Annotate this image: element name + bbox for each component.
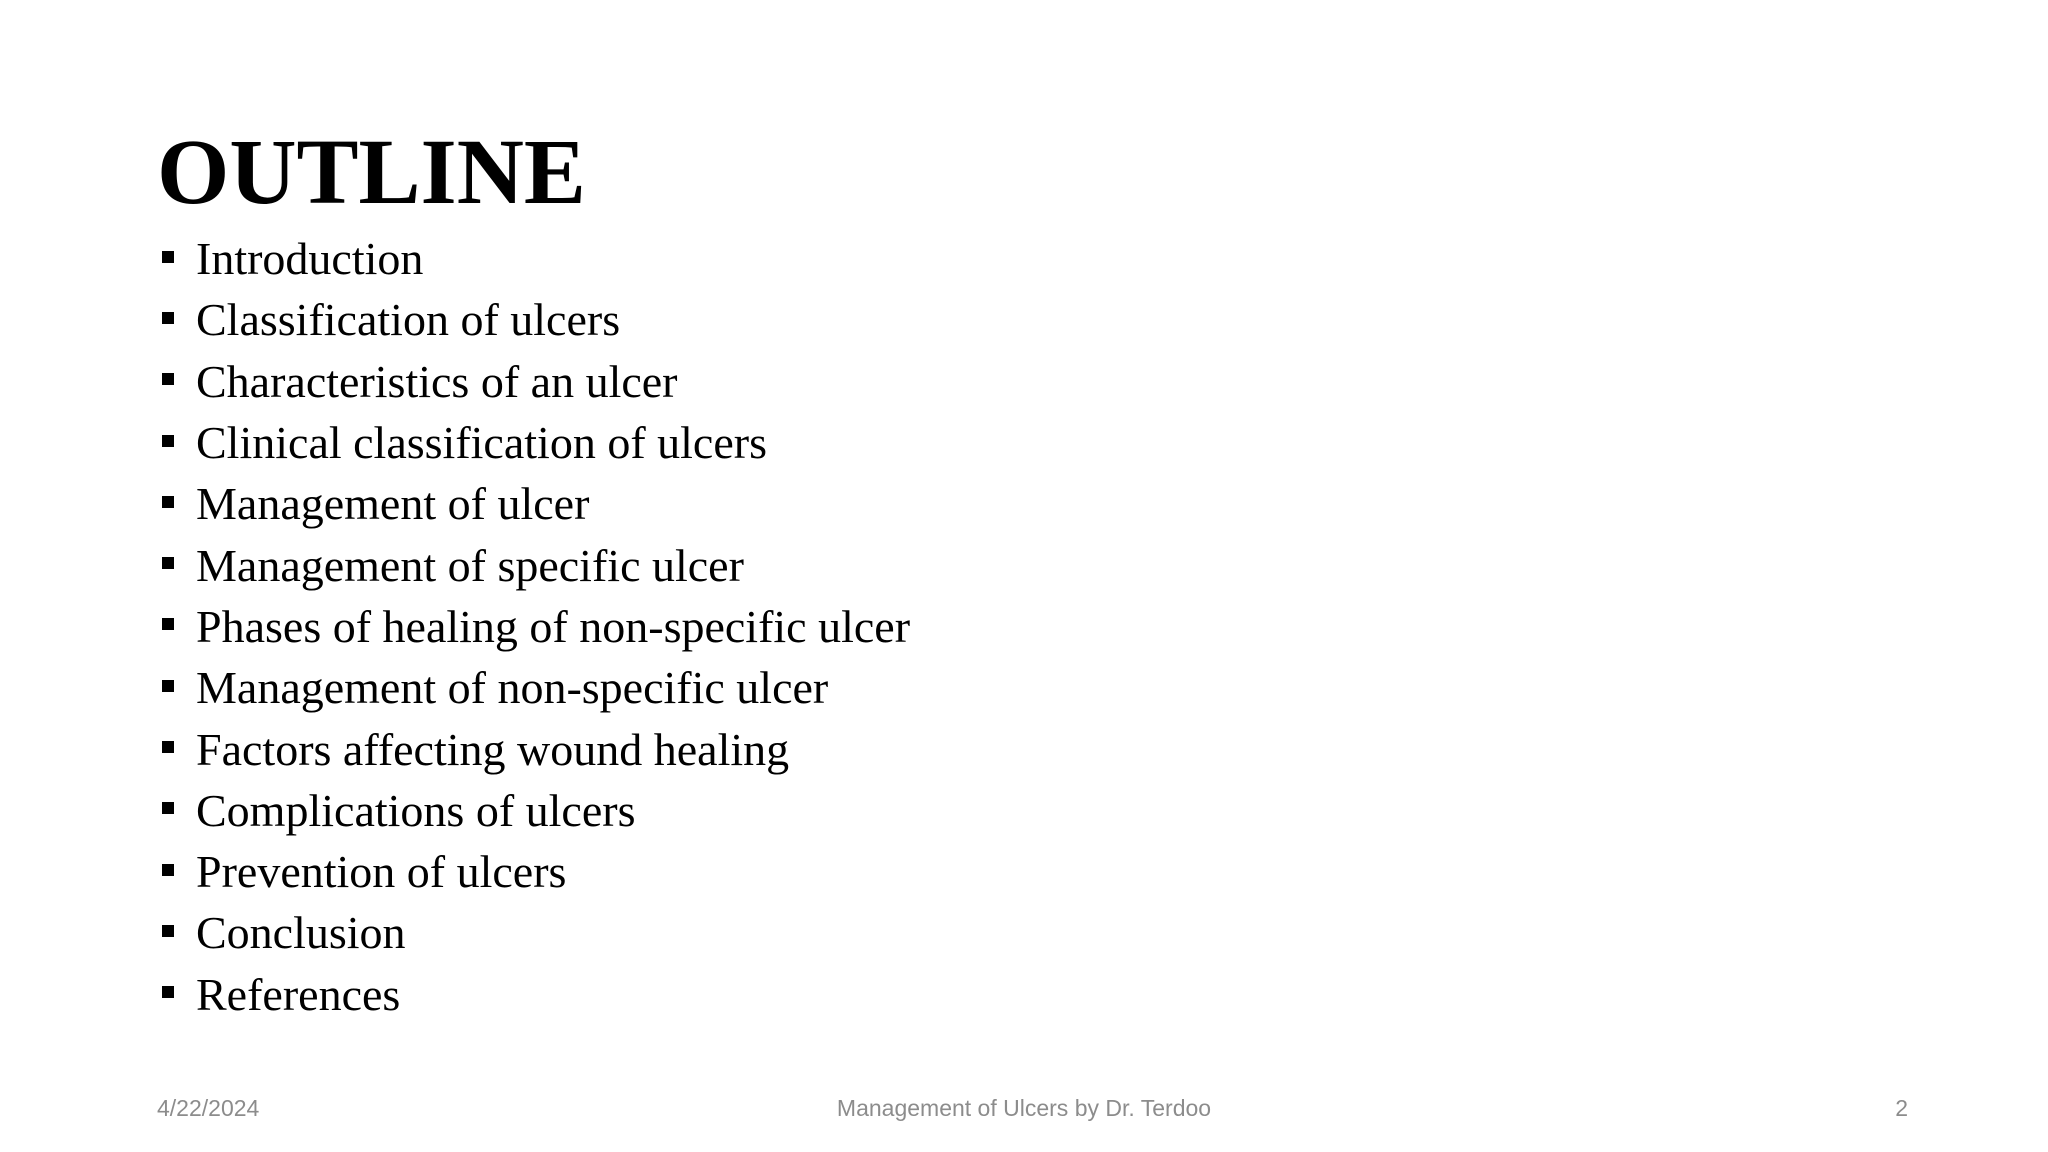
list-item-text: Characteristics of an ulcer [196, 355, 678, 407]
list-item [157, 351, 910, 412]
square-bullet-icon [162, 435, 174, 447]
list-item [157, 289, 910, 350]
footer-date: 4/22/2024 [157, 1095, 260, 1121]
list-item-text: Introduction [196, 233, 424, 285]
square-bullet-icon [162, 864, 174, 876]
list-item [157, 964, 910, 1025]
square-bullet-icon [162, 925, 174, 937]
square-bullet-icon [162, 618, 174, 630]
list-item-text: References [196, 968, 401, 1020]
list-item-text: Management of ulcer [196, 478, 590, 530]
list-item-text: Management of specific ulcer [196, 539, 744, 591]
list-item [157, 841, 910, 902]
list-item-text: Management of non-specific ulcer [196, 662, 829, 714]
slide-title: OUTLINE [157, 121, 586, 224]
list-item-text: Complications of ulcers [196, 784, 636, 836]
square-bullet-icon [162, 557, 174, 569]
list-item-text: Conclusion [196, 907, 406, 959]
list-item-text: Clinical classification of ulcers [196, 417, 767, 469]
footer-title: Management of Ulcers by Dr. Terdoo [836, 1095, 1212, 1121]
square-bullet-icon [162, 986, 174, 998]
list-item-text: Prevention of ulcers [196, 846, 567, 898]
square-bullet-icon [162, 741, 174, 753]
square-bullet-icon [162, 680, 174, 692]
square-bullet-icon [162, 251, 174, 263]
list-item [157, 657, 910, 718]
list-item [157, 780, 910, 841]
list-item [157, 596, 910, 657]
list-item [157, 718, 910, 779]
square-bullet-icon [162, 373, 174, 385]
outline-list [157, 228, 910, 1025]
square-bullet-icon [162, 496, 174, 508]
list-item-text: Factors affecting wound healing [196, 723, 790, 775]
square-bullet-icon [162, 312, 174, 324]
list-item [157, 534, 910, 595]
list-item-text: Phases of healing of non-specific ulcer [196, 600, 911, 652]
list-item [157, 473, 910, 534]
list-item [157, 902, 910, 963]
slide-number: 2 [1895, 1095, 1908, 1121]
list-item [157, 228, 910, 289]
square-bullet-icon [162, 802, 174, 814]
list-item [157, 412, 910, 473]
list-item-text: Classification of ulcers [196, 294, 621, 346]
